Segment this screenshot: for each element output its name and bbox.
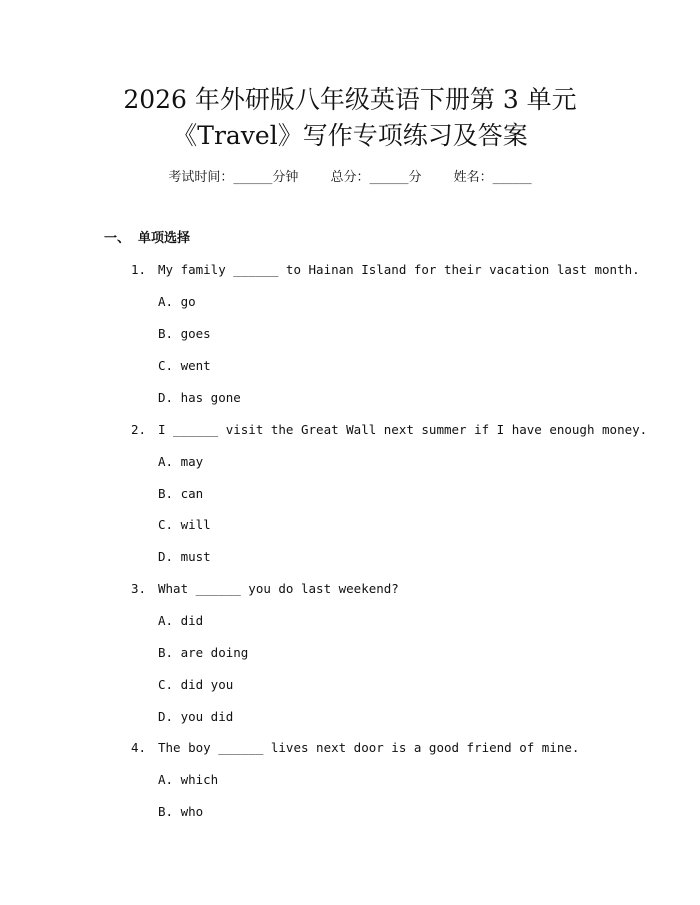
question-option: A. which <box>158 772 219 787</box>
exam-info <box>0 169 700 187</box>
question-option: B. who <box>158 804 204 819</box>
question-number: 1. <box>131 262 147 277</box>
question-option: A. did <box>158 613 204 628</box>
exam-name-field: 姓名：______ <box>453 170 532 185</box>
exam-score-field: 总分：______分 <box>330 170 422 185</box>
question-option: B. goes <box>158 326 211 341</box>
exam-time-field: 考试时间：______分钟 <box>168 170 299 185</box>
question-text: My family ______ to Hainan Island for their vacation last month. <box>158 262 640 277</box>
question-number: 3. <box>131 581 147 596</box>
question-number: 4. <box>131 740 147 755</box>
question-option: D. must <box>158 549 211 564</box>
document-title-line-2: 《Travel》写作专项练习及答案 <box>172 121 528 150</box>
question-option: A. may <box>158 454 204 469</box>
question-option: C. will <box>158 517 211 532</box>
question-option: D. has gone <box>158 390 241 405</box>
question-option: A. go <box>158 294 196 309</box>
question-option: C. went <box>158 358 211 373</box>
question-option: B. can <box>158 486 204 501</box>
question-option: B. are doing <box>158 645 249 660</box>
question-option: D. you did <box>158 709 234 724</box>
section-number: 一、 <box>104 231 131 246</box>
document-title-line-1: 2026 年外研版八年级英语下册第 3 单元 <box>123 85 577 114</box>
question-text: The boy ______ lives next door is a good friend of mine. <box>158 740 580 755</box>
question-number: 2. <box>131 422 147 437</box>
question-text: What ______ you do last weekend? <box>158 581 399 596</box>
section-title: 单项选择 <box>138 231 191 246</box>
question-text: I ______ visit the Great Wall next summer if I have enough money. <box>158 422 648 437</box>
section-heading <box>104 230 190 248</box>
question-option: C. did you <box>158 677 234 692</box>
